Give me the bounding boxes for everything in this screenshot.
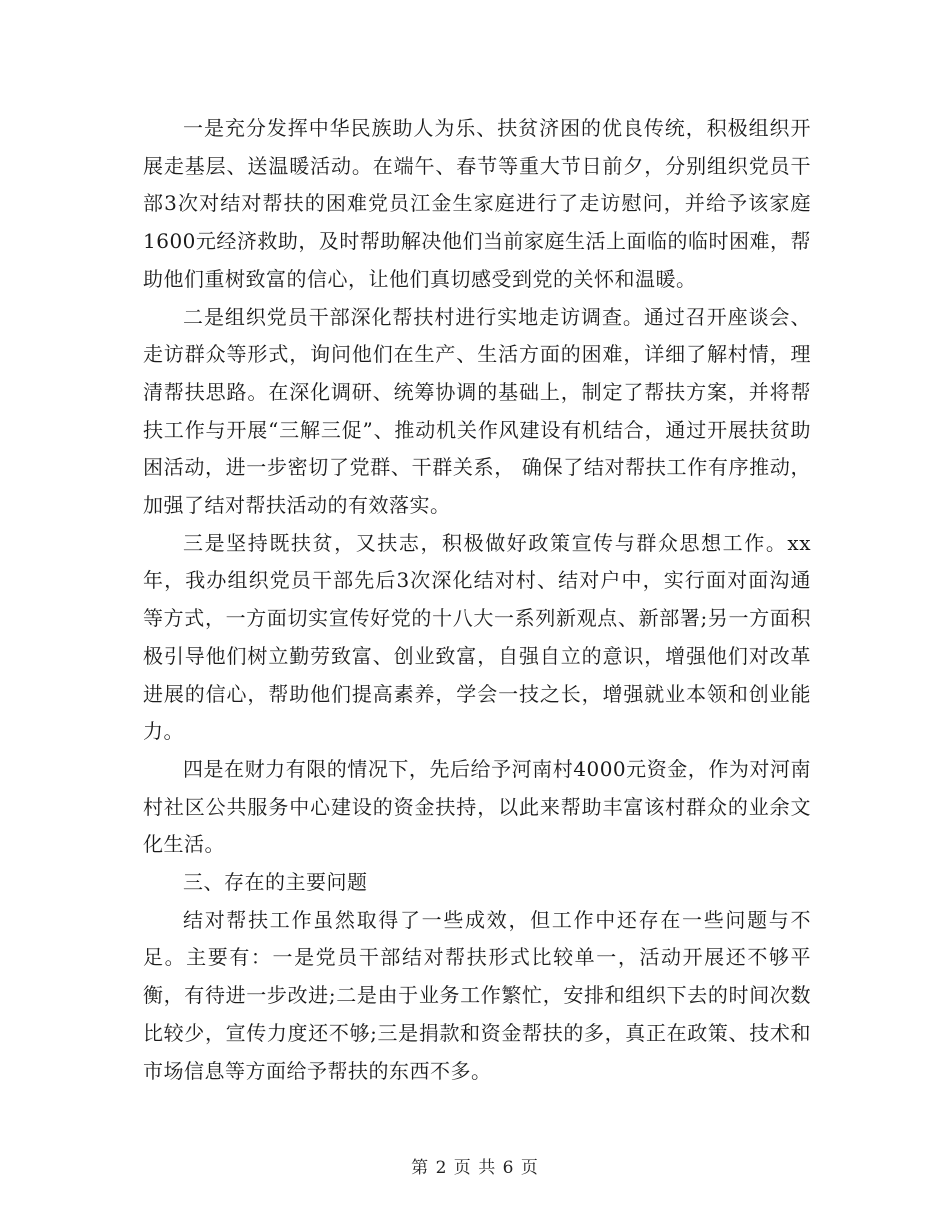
paragraph-one: 一是充分发挥中华民族助人为乐、扶贫济困的优良传统，积极组织开展走基层、送温暖活动。在端午、春节等重大节日前夕，分别组织党员干部3次对结对帮扶的困难党员江金生家庭进行了走访慰问，并给予该家庭1600元经济救助，及时帮助解决他们当前家庭生活上面临的临时困难，帮助他们重树致富的信心，让他们真切感受到党的关怀和温暖。 (143, 116, 811, 291)
document-body (143, 110, 811, 1090)
paragraph-three: 三是坚持既扶贫，又扶志，积极做好政策宣传与群众思想工作。xx年，我办组织党员干部先后3次深化结对村、结对户中，实行面对面沟通等方式，一方面切实宣传好党的十八大一系列新观点、新部署;另一方面积极引导他们树立勤劳致富、创业致富，自强自立的意识，增强他们对改革进展的信心，帮助他们提高素养，学会一技之长，增强就业本领和创业能力。 (143, 530, 811, 744)
paragraph-four: 四是在财力有限的情况下，先后给予河南村4000元资金，作为对河南村社区公共服务中心建设的资金扶持，以此来帮助丰富该村群众的业余文化生活。 (143, 756, 811, 857)
page-footer: 第 2 页 共 6 页 (411, 1158, 539, 1178)
section-heading: 三、存在的主要问题 (183, 870, 368, 895)
paragraph-problems: 结对帮扶工作虽然取得了一些成效，但工作中还存在一些问题与不足。主要有：一是党员干部结对帮扶形式比较单一，活动开展还不够平衡，有待进一步改进;二是由于业务工作繁忙，安排和组织下去的时间次数比较少，宣传力度还不够;三是捐款和资金帮扶的多，真正在政策、技术和市场信息等方面给予帮扶的东西不多。 (143, 907, 811, 1083)
paragraph-two: 二是组织党员干部深化帮扶村进行实地走访调查。通过召开座谈会、走访群众等形式，询问他们在生产、生活方面的困难，详细了解村情，理清帮扶思路。在深化调研、统筹协调的基础上，制定了帮扶方案，并将帮扶工作与开展“三解三促”、推动机关作风建设有机结合，通过开展扶贫助困活动，进一步密切了党群、干群关系， 确保了结对帮扶工作有序推动，加强了结对帮扶活动的有效落实。 (143, 304, 811, 518)
